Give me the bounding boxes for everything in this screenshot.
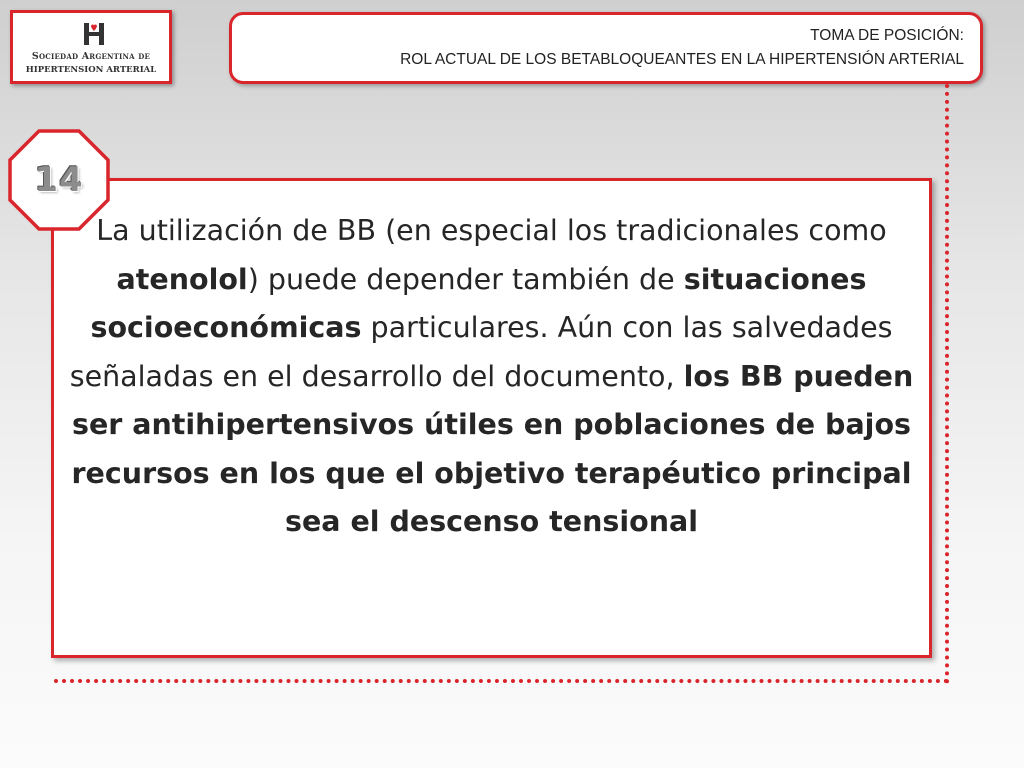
- header-title-line1: TOMA DE POSICIÓN:: [810, 27, 964, 44]
- main-paragraph: [62, 207, 921, 547]
- slide-number: 14: [34, 160, 84, 200]
- dotted-border-right: [945, 84, 949, 684]
- logo-title: Sociedad Argentina de: [31, 51, 151, 62]
- paragraph-bold-2: situaciones socioeconómicas: [90, 262, 867, 344]
- main-content-box: [51, 178, 932, 658]
- logo-subtitle: HIPERTENSION ARTERIAL: [25, 65, 157, 75]
- paragraph-bold-1: atenolol: [116, 262, 248, 296]
- logo: [10, 10, 172, 84]
- header-title-box: [229, 12, 983, 84]
- paragraph-text-2: ) puede depender también de: [247, 262, 684, 296]
- paragraph-bold-3: los BB pueden ser antihipertensivos útiles en poblaciones de bajos recursos en los que el objetivo terapéutico principal sea el descenso tensional: [71, 359, 914, 538]
- paragraph-text-3: particulares. Aún con las salvedades señaladas en el desarrollo del documento,: [69, 311, 893, 393]
- sah-logo-icon: [83, 22, 105, 46]
- paragraph-text-1: La utilización de BB (en especial los tradicionales como: [96, 214, 887, 247]
- header-title-line2: ROL ACTUAL DE LOS BETABLOQUEANTES EN LA HIPERTENSIÓN ARTERIAL: [400, 51, 964, 68]
- dotted-border-bottom: [54, 679, 949, 683]
